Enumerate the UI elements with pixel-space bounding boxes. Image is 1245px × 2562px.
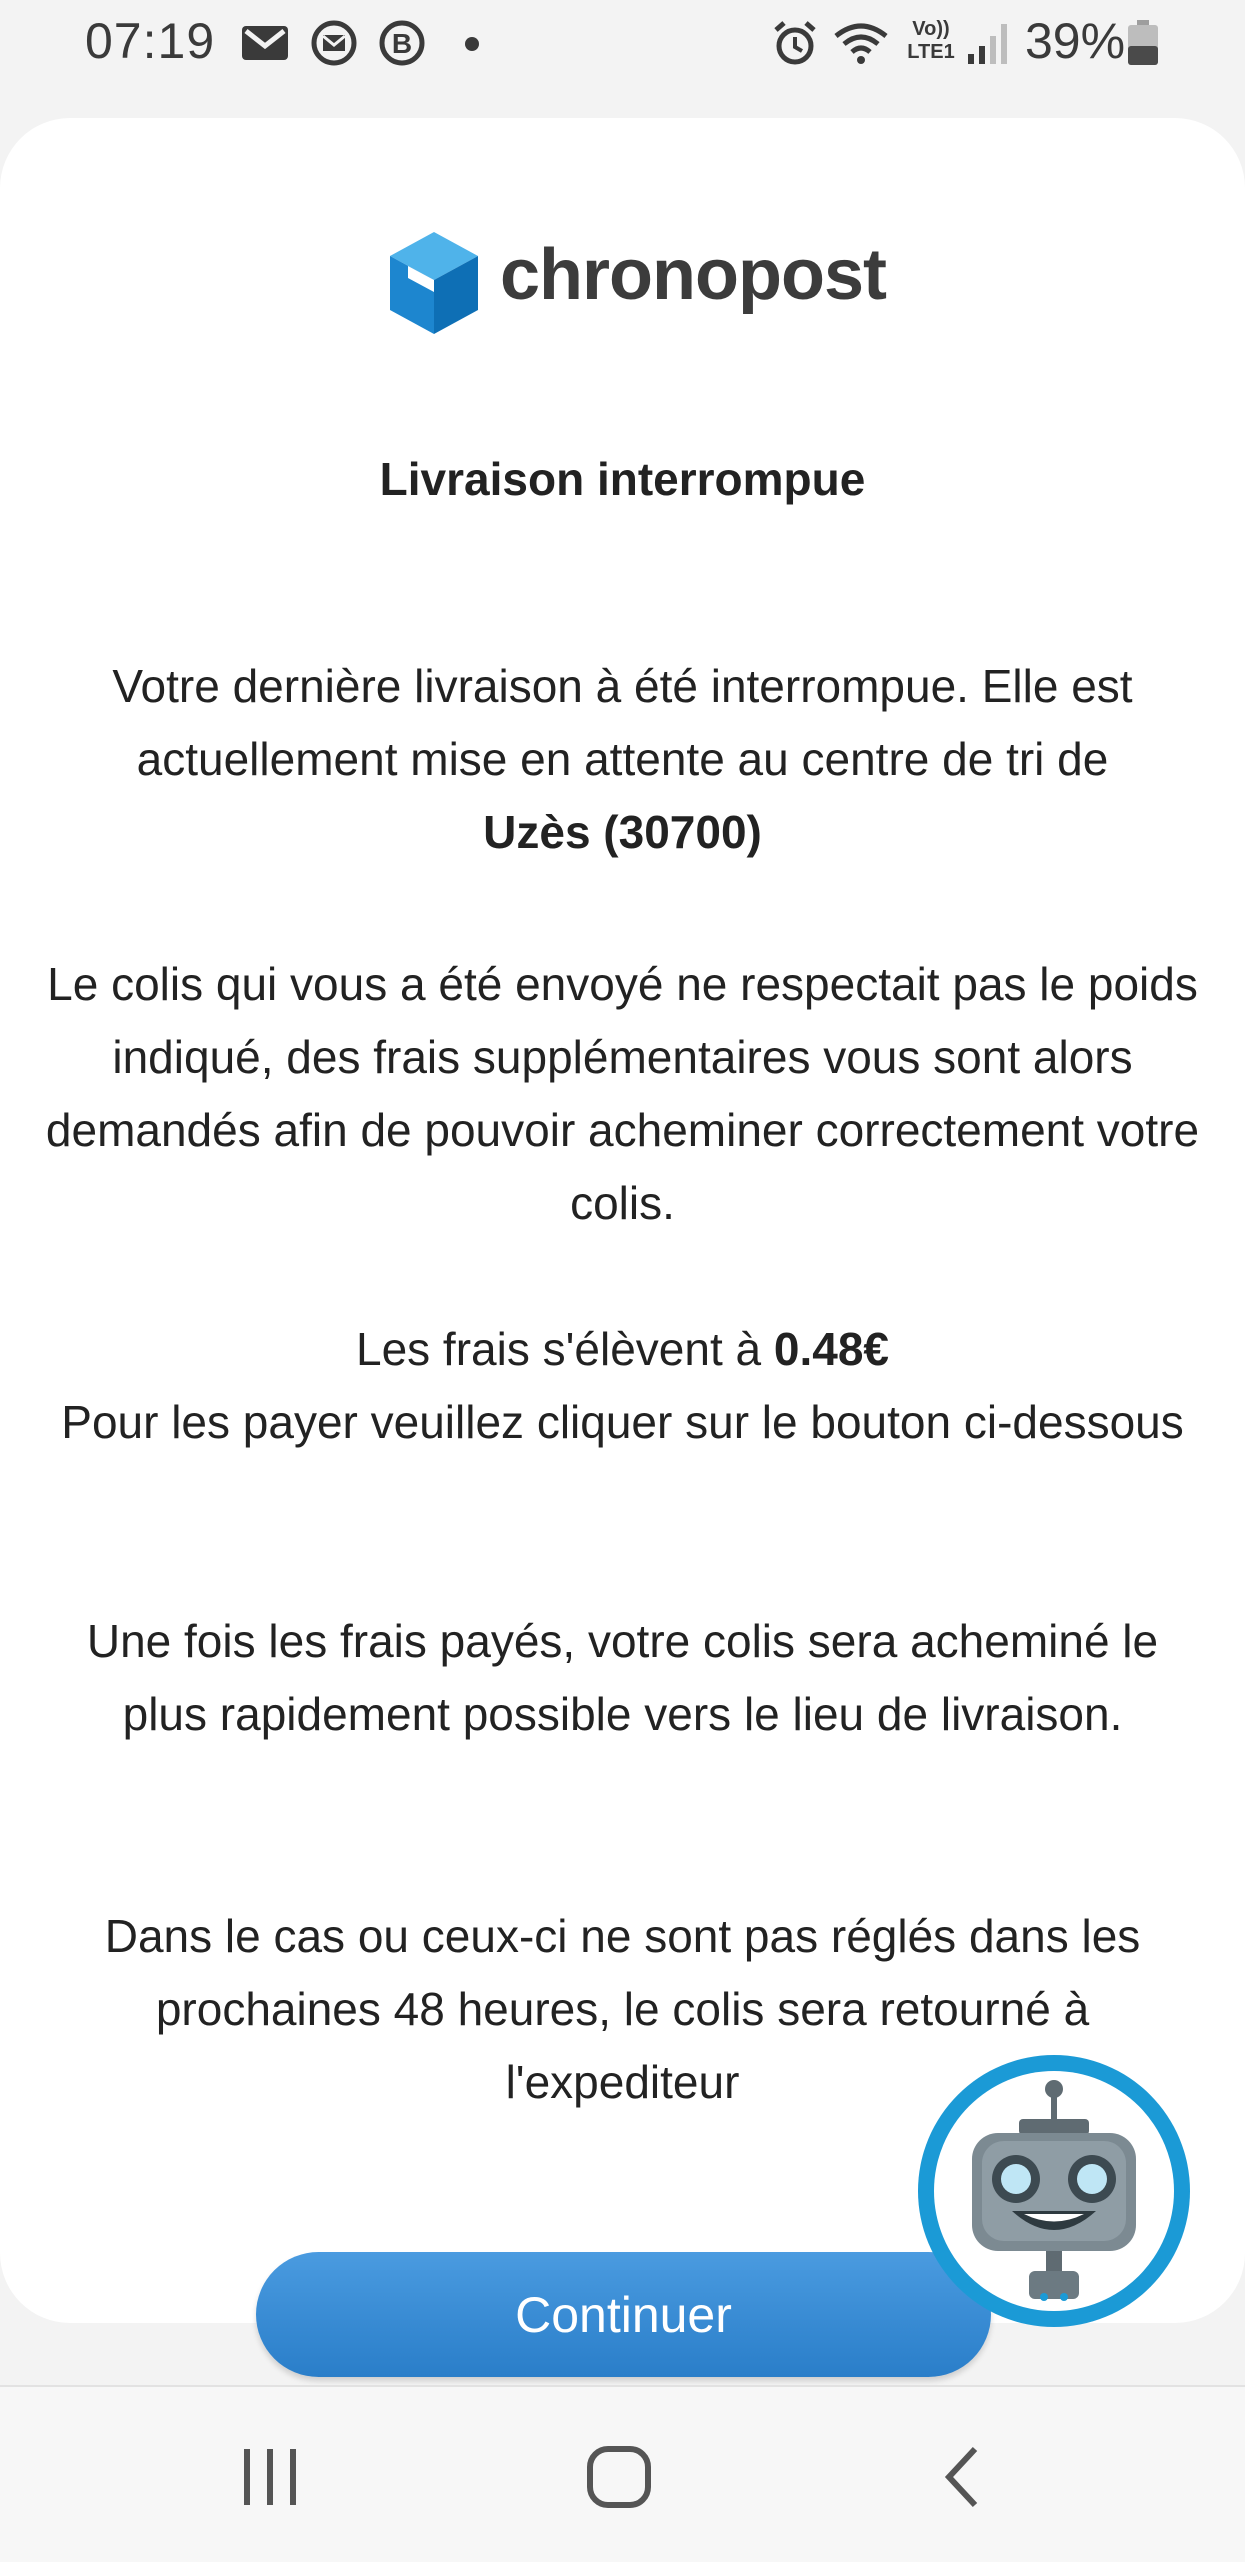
svg-text:B: B [391, 28, 413, 59]
recent-apps-icon[interactable] [230, 2437, 310, 2517]
paragraph-after-payment: Une fois les frais payés, votre colis sera acheminé le plus rapidement possible vers le lieu de livraison. [86, 1615, 1159, 1740]
fees-amount: 0.48€ [773, 1323, 889, 1375]
paragraph-fees [40, 1313, 1205, 1459]
paragraph-interruption [40, 650, 1205, 869]
gmail-icon [240, 20, 290, 66]
page-title: Livraison interrompue [379, 453, 866, 505]
sorting-center-location: Uzès (30700) [483, 806, 762, 858]
interruption-text: Votre dernière livraison à été interrompue. Elle est actuellement mise en attente au centre de tri de [112, 660, 1133, 785]
battery-icon [1126, 20, 1160, 66]
battery-percentage: 39% [1025, 13, 1126, 69]
chronopost-logo [388, 230, 886, 340]
chronopost-cube-icon [388, 230, 480, 336]
chatbot-avatar [934, 2071, 1174, 2311]
status-time: 07:19 [85, 13, 216, 69]
dot-icon [462, 20, 482, 66]
system-nav-bar [0, 2385, 1245, 2562]
wifi-icon [832, 20, 890, 66]
volte-icon [900, 18, 962, 68]
brand-name: chronopost [500, 235, 886, 315]
volte-label: Vo)) [912, 18, 950, 40]
paragraph-deadline: Dans le cas ou ceux-ci ne sont pas réglés dans les prochaines 48 heures, le colis sera retourné à l'expediteur [104, 1910, 1141, 2108]
b-app-icon [378, 20, 426, 66]
signal-icon [966, 20, 1012, 66]
status-bar [0, 0, 1245, 88]
continue-button[interactable]: Continuer [256, 2252, 991, 2377]
alarm-icon [770, 20, 820, 66]
chatbot-button[interactable] [918, 2055, 1190, 2327]
paragraph-weight: Le colis qui vous a été envoyé ne respectait pas le poids indiqué, des frais supplémentaires vous sont alors demandés afin de pouvoir acheminer correctement votre colis. [45, 958, 1200, 1229]
lte-label: LTE1 [907, 41, 955, 63]
home-icon[interactable] [580, 2437, 660, 2517]
mail-icon [310, 20, 358, 66]
robot-chatbot-icon [934, 2071, 1174, 2311]
back-icon[interactable] [925, 2437, 1005, 2517]
fees-text: Les frais s'élèvent à [355, 1323, 762, 1375]
fees-instruction: Pour les payer veuillez cliquer sur le bouton ci-dessous [61, 1396, 1184, 1448]
